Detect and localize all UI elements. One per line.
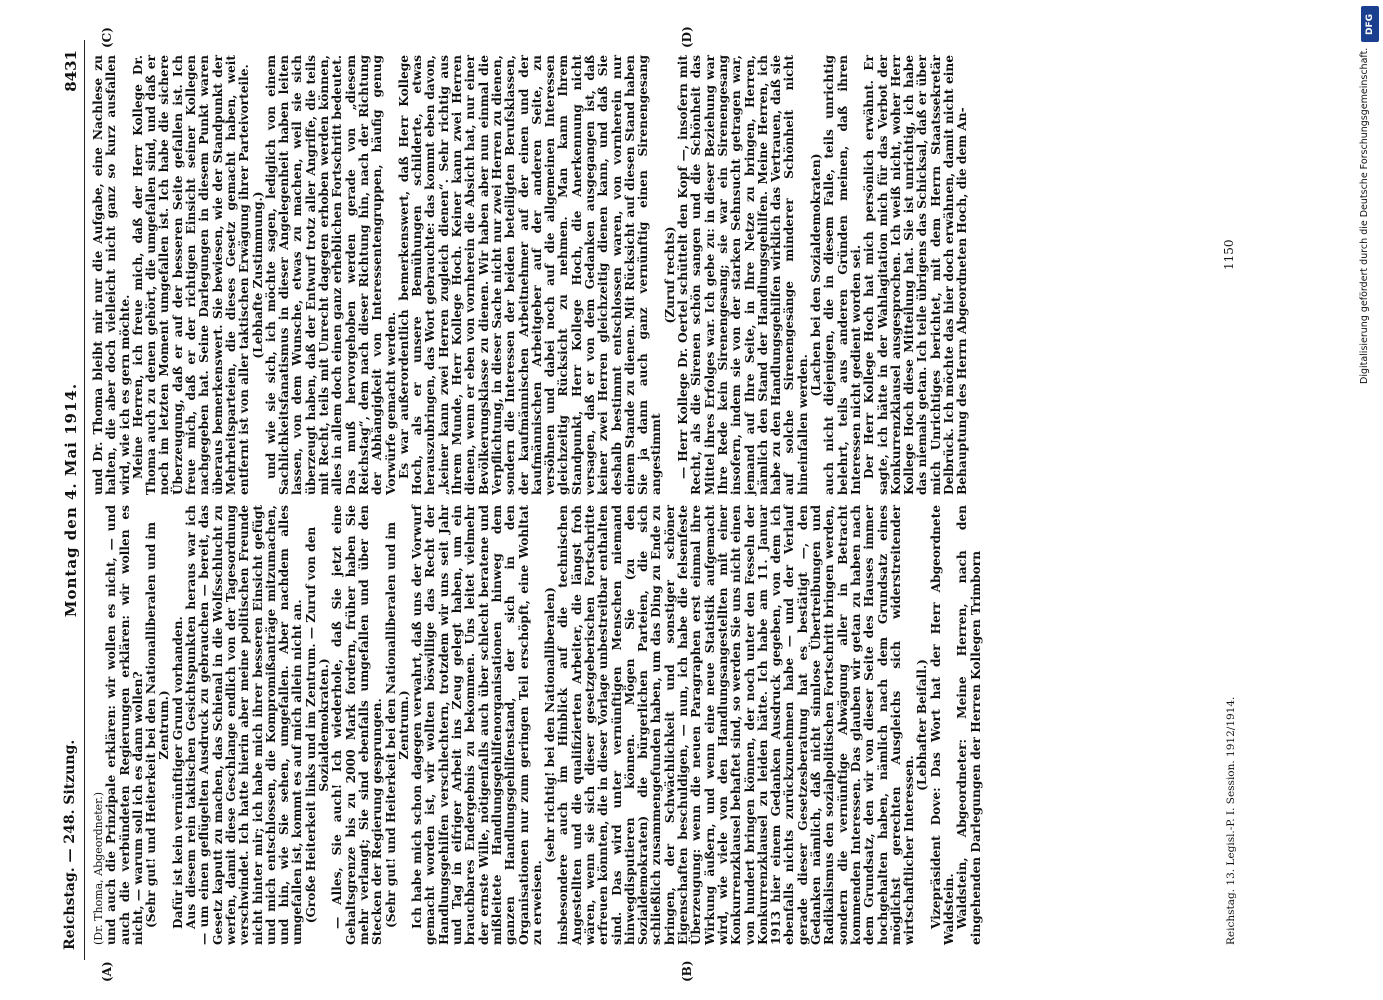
paragraph: — Herr Kollege Dr. Oertel schüttelt den Kopf —, insofern mit Recht, als die Sirenen schön sangen und die Schönheit das Mittel ihres Erfolges war. Ich gebe zu: in dieser Beziehung war Ihre Rede kein Sirenengesang; sie war ein Sirenengesang insofern, indem sie von der starken Sehnsucht getragen war, jemand auf Ihre Seite, in Ihre Netze zu bringen, Herren, nämlich den Stand der Handlungsgehilfen. Meine Herren, ich habe zu den Handlungsgehilfen wirklich das Vertrauen, daß sie auf solche Sirenengesänge minderer Schönheit nicht hineinfallen werden. (676, 55, 810, 495)
speaker-tag: (Dr. Thoma, Abgeordneter.) (92, 791, 105, 945)
paragraph: und wie sie sich, ich möchte sagen, lediglich von einem Sachlichkeitsfanatismus in dieser Angelegenheit haben leiten lassen, von dem Wunsche, etwas zu machen, weil sie sich überzeugt haben, daß der Entwurf trotz aller Angriffe, die teils mit Recht, teils mit Unrecht dagegen erhoben werden können, alles in allem doch einen ganz erheblichen Fortschritt bedeutet. Das muß hervorgehoben werden gerade von „diesem Reichstag“, dem nach dieser Richtung hin, nach der Richtung der Abhängigkeit von Interessentengruppen, häufig genug Vorwürfe gemacht werden. (263, 55, 398, 495)
header-date: Montag den 4. Mai 1914. (62, 382, 80, 618)
digitization-note: Digitalisierung gefördert durch die Deutsche Forschungsgemeinschaft. (1359, 48, 1370, 385)
left-column (92, 505, 983, 945)
speaker-announcement: Vizepräsident Dove: Das Wort hat der Herr Abgeordnete Waldstein. (928, 505, 956, 945)
paragraph: Meine Herren, ich freue mich, daß der Herr Kollege Dr. Thoma auch zu denen gehört, die umgefallen sind, und daß er noch im letzten Moment umgefallen ist. Ich habe die sichere Überzeugung, daß er auf der besseren Seite gefallen ist. Ich freue mich, daß er der richtigen Einsicht seiner Kollegen nachgegeben hat. Seine Darlegungen in diesem Punkt waren überaus bemerkenswert. Sie bewiesen, wie der Standpunkt der Mehrheitsparteien, die dieses Gesetz gemacht haben, weit entfernt ist von aller taktischen Erwägung ihrer Parteivorteile. (130, 55, 252, 495)
interjection: (sehr richtig! bei den Nationalliberalen) (543, 587, 558, 863)
paragraph: insbesondere auch im Hinblick auf die technischen Angestellten und die qualifizierten Arbeiter, die längst froh wären, wenn sie sich dieser gesetzgeberischen Fortschritte erfreuen könnten, die in dieser Vorlage unbestreitbar enthalten sind. Das wird unter vernünftigen Menschen niemand hinwegdisputieren können. Mögen Sie (zu den Sozialdemokraten) die bürgerlichen Parteien, die sich schließlich zusammengefunden haben, um das Ding zu Ende zu bringen, der Schwächlichkeit und sonstiger schöner Eigenschaften beschuldigen, — nun, ich habe die felsenfeste Überzeugung: wenn die neuen Paragraphen erst einmal ihre Wirkung äußern, und wenn eine neue Statistik aufgemacht wird, wie viele von den Handlungsangestellten mit einer Konkurrenzklausel behaftet sind, so werden Sie uns nicht einen von hundert bringen können, der noch unter den Fesseln der Konkurrenzklausel zu leiden hätte. Ich habe am 11. Januar 1913 hier einem Gedanken Ausdruck gegeben, von dem ich ebenfalls nichts zurückzunehmen habe — und der Verlauf gerade dieser Gesetzesberatung hat es bestätigt —, den Gedanken nämlich, daß nicht sinnlose Übertreibungen und Radikalismus den sozialpolitischen Fortschritt bringen werden, sondern die vernünftige Abwägung aller in Betracht kommenden Interessen. Das glauben wir getan zu haben nach dem Grundsatz, den wir von dieser Seite des Hauses immer hochgehalten haben, nämlich nach dem Grundsatz eines möglichst gerechten Ausgleichs sich widerstreitender wirtschaftlicher Interessen. (556, 505, 917, 945)
dfg-logo: DFG (1361, 6, 1379, 42)
interjection: (Lebhafter Beifall.) (915, 659, 930, 791)
page-header (62, 40, 85, 960)
interjection: (Lebhafte Zustimmung.) (250, 191, 265, 359)
right-column (92, 55, 970, 495)
interjection: (Sehr gut! und Heiterkeit bei den Nationalliberalen und im Zentrum.) (383, 521, 411, 929)
interjection: (Lachen bei den Sozialdemokraten) (809, 153, 824, 397)
paragraph: und Dr. Thoma bleibt mir nur die Aufgabe, eine Nachlese zu halten, die aber doch vielleicht nicht ganz so kurz ausfallen wird, wie ich es gern möchte. (91, 55, 132, 495)
margin-marker-a: (A) (100, 961, 114, 982)
paragraph: Es war außerordentlich bemerkenswert, daß Herr Kollege Hoch, als er unsere Bemühungen schilderte, etwas herauszubringen, das Wort gebrauchte: das kommt eben davon, „keiner kann zwei Herren zugleich dienen“. Sehr richtig aus Ihrem Munde, Herr Kollege Hoch. Keiner kann zwei Herren dienen, wenn er eben von vornherein die Absicht hat, nur einer Bevölkerungsklasse zu dienen. Wir haben aber nun einmal die Verpflichtung, in dieser Sache nicht nur zwei Herren zu dienen, sondern die Interessen der beiden beteiligten Berufsklassen, der kaufmännischen Arbeitnehmer auf der einen und der kaufmännischen Arbeitgeber auf der anderen Seite, zu versöhnen und dabei noch auf die allgemeinen Interessen gleichzeitig Rücksicht zu nehmen. Man kann Ihrem Standpunkt, Herr Kollege Hoch, die Anerkennung nicht versagen, daß er von dem Gedanken ausgegangen ist, daß keiner zwei Herren gleichzeitig dienen kann, und daß Sie deshalb bestimmt entschlossen waren, von vornherein nur einem Stande zu dienen. Mit Rücksicht auf diesen Stand haben Sie ja dann auch ganz vernünftig einen Sirenengesang angestimmt (396, 55, 664, 495)
margin-marker-c: (C) (100, 27, 114, 48)
interjection: (Sehr gut! und Heiterkeit bei den Nationalliberalen und im Zentrum.) (144, 521, 172, 929)
paragraph: Aus diesem rein taktischen Gesichtspunkten heraus war ich — um einen geflügelten Ausdruck zu gebrauchen — bereit, das Gesetz kaputt zu machen, das Schienal in die Wolfsschlucht zu werfen, damit diese Geschlange endlich von der Tagesordnung verschwindet. Ich hatte hierin aber meine politischen Freunde nicht hinter mir; ich habe mich ihrer besseren Einsicht gefügt und mich entschlossen, die Kompromißanträge mitzumachen, und hin, wie Sie sehen, umgefallen. Aber nachdem alles umgefallen ist, kommt es auf mich allein nicht an. (184, 505, 305, 945)
speaker-intro: Waldstein, Abgeordneter: Meine Herren, nach den eingehenden Darlegungen der Herren Kollegen Trimborn (955, 505, 983, 945)
margin-marker-d: (D) (680, 26, 694, 48)
paragraph: — Alles, Sie auch! Ich wiederhole, daß Sie jetzt eine Gehaltsgrenze bis zu 2000 Mark fordern, früher haben Sie mehr verlangt; Sie sind ebenfalls umgefallen und über den Stecken der Regierung gesprungen. (330, 505, 385, 945)
paragraph: Dafür ist kein vernünftiger Grund vorhanden. (170, 616, 185, 929)
footer-page-number: 1150 (1222, 239, 1236, 270)
paragraph: auch nicht diejenigen, die in diesem Falle, teils unrichtig belehrt, teils aus anderen Gründen meinen, daß ihren Interessen nicht gedient worden sei. (822, 55, 863, 495)
paragraph: Der Herr Kollege Hoch hat mich persönlich erwähnt. Er sagte, ich hätte in der Wahlagitation mich für das Verbot der Konkurrenzklausel ausgesprochen. Ich weiß nicht, woher Herr Kollege Hoch diese Mitteilung hat. Sie ist unrichtig, ich habe das niemals getan. Ich teile übrigens das Schicksal, daß er über mich Unrichtiges berichtet, mit dem Herrn Staatssekretär Delbrück. Ich möchte das hier doch erwähnen, damit nicht eine Behauptung des Herrn Abgeordneten Hoch, die dem An- (862, 55, 970, 495)
interjection: (Zuruf rechts) (662, 226, 677, 324)
paragraph: Ich habe mich schon dagegen verwahrt, daß uns der Vorwurf gemacht worden ist, wir wollten böswillige das Recht der Handlungsgehilfen verschlechtern, trotzdem wir uns seit Jahr und Tag in eifriger Arbeit ins Zeug gelegt haben, um ein brauchbares Endergebnis zu bekommen. Uns leitet vielmehr der ernste Wille, nötigenfalls auch über schlecht beratene und mißleitete Handlungsgehilfenorganisationen hinweg dem ganzen Handlungsgehilfenstand, der sich in den Organisationen nur zum geringen Teil erschöpft, eine Wohltat zu erweisen. (410, 505, 544, 945)
paragraph: und auch die Prinzipale erklären: wir wollen es nicht, — und auch die verbündeten Regierungen erklären: wir wollen es nicht, — warum soll ich es dann wollen? (104, 505, 145, 945)
header-page-number: 8431 (62, 50, 80, 92)
interjection: (Große Heiterkeit links und im Zentrum. — Zuruf von den Sozialdemokraten.) (303, 526, 332, 924)
margin-marker-b: (B) (680, 960, 694, 982)
page-footer: Reichstag. 13. Legisl.-P. I. Session. 1912/1914. (1225, 696, 1237, 945)
header-left: Reichstag. — 248. Sitzung. (62, 739, 78, 950)
